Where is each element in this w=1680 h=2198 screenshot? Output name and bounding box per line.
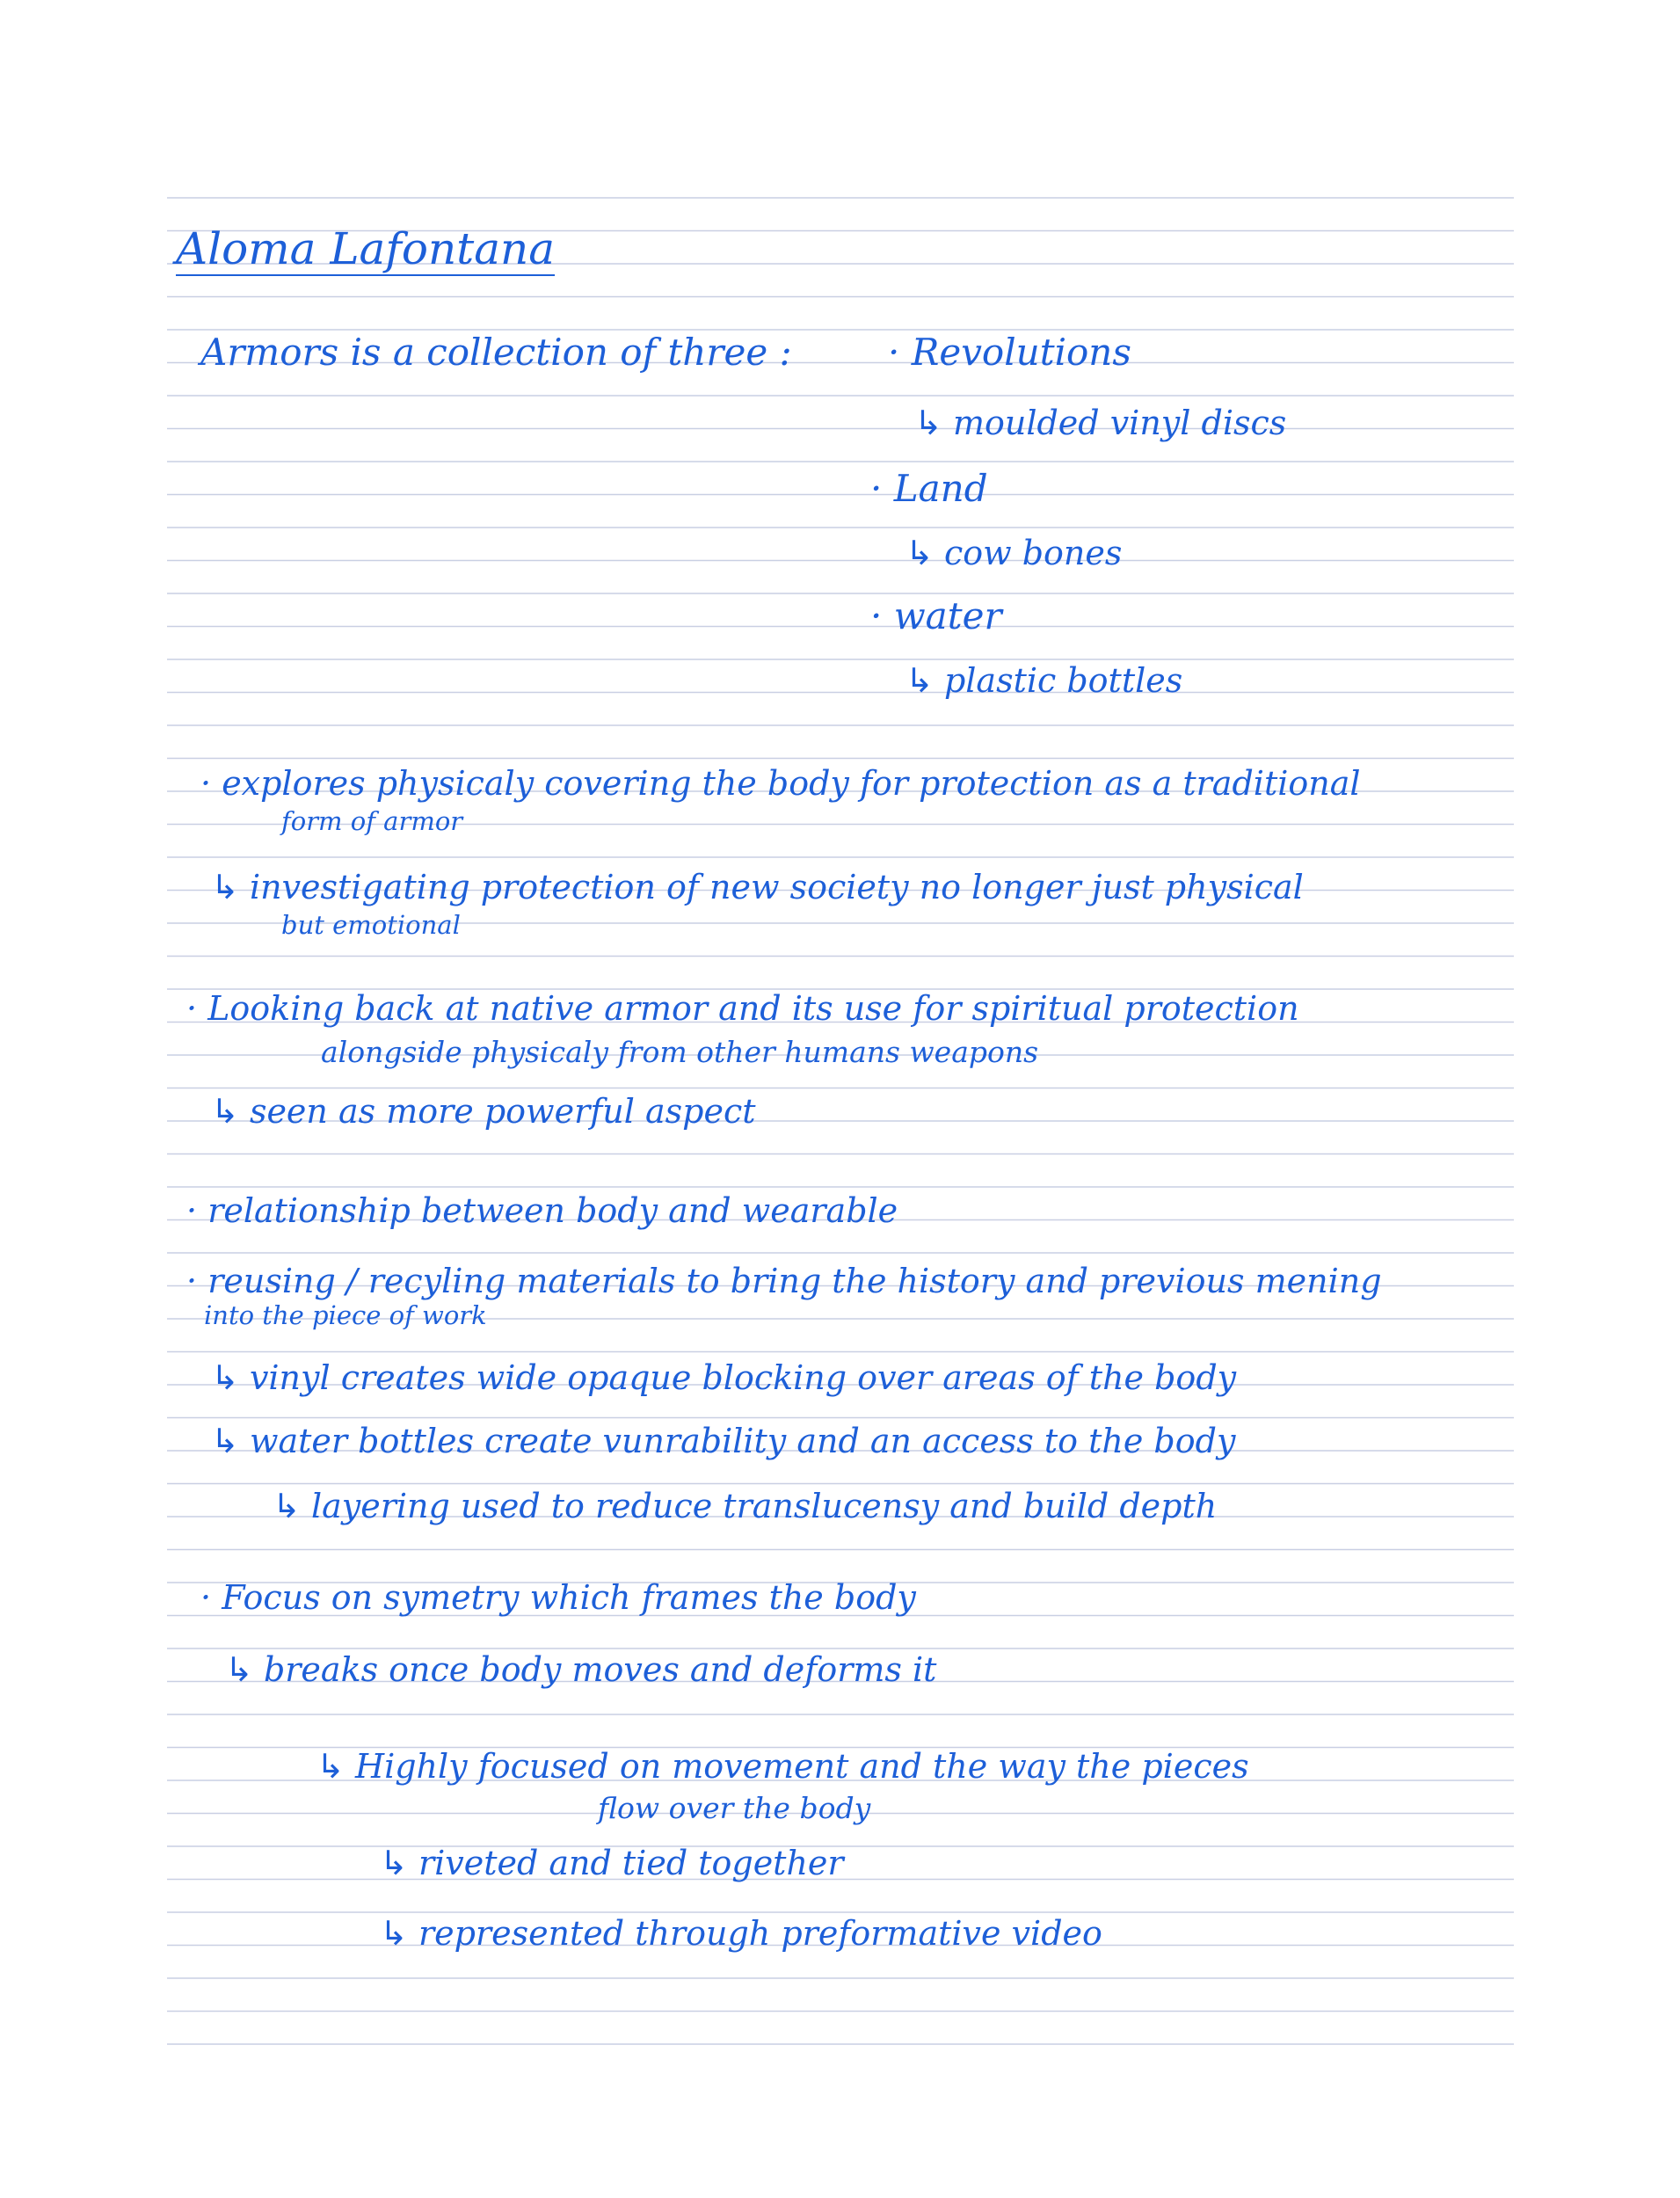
note-2-subline: alongside physicaly from other humans weapons (321, 1035, 1039, 1069)
land-label: Land (893, 467, 988, 510)
arrow-icon: ↳ (380, 1844, 408, 1882)
note-3 (186, 1191, 898, 1230)
note-4-arrow-1-text: vinyl creates wide opaque blocking over areas of the body (249, 1358, 1237, 1397)
bullet-water (870, 594, 1002, 637)
note-4 (186, 1264, 1382, 1298)
note-1-arrow-text: investigating protection of new society no longer just physical (249, 868, 1304, 906)
note-5-arrow-4-text: represented through preformative video (418, 1914, 1102, 1953)
bullet-icon: · (186, 1191, 198, 1230)
note-4-arrow-2 (211, 1424, 1235, 1458)
note-5-text: Focus on symetry which frames the body (222, 1578, 916, 1617)
note-4-arrow-1 (211, 1358, 1237, 1397)
note-4-arrow-3-text: layering used to reduce translucensy and build depth (310, 1487, 1218, 1525)
revolutions-detail: moulded vinyl discs (952, 404, 1287, 442)
note-4-subline: into the piece of work (204, 1300, 487, 1330)
revolutions-label: Revolutions (911, 331, 1131, 374)
revolutions-detail-row (914, 406, 1286, 440)
note-2-text: Looking back at native armor and its use for spiritual protection (207, 989, 1299, 1028)
note-5-arrow-3-text: riveted and tied together (418, 1844, 844, 1882)
note-1-text: explores physicaly covering the body for protection as a traditional (222, 764, 1361, 803)
note-5-arrow-2-subline: flow over the body (598, 1791, 871, 1825)
page-title: Aloma Lafontana (176, 223, 556, 274)
note-1 (200, 764, 1361, 803)
land-detail-row (905, 536, 1122, 570)
note-1-arrow-subline: but emotional (281, 910, 461, 940)
note-5-arrow-4 (380, 1914, 1102, 1953)
arrow-icon: ↳ (380, 1914, 408, 1953)
arrow-icon: ↳ (273, 1487, 301, 1525)
note-5-arrow-1 (225, 1650, 937, 1689)
note-2 (186, 989, 1299, 1028)
note-1-arrow (211, 870, 1304, 904)
bullet-icon: · (186, 1262, 198, 1300)
bullet-icon: · (200, 764, 212, 803)
arrow-icon: ↳ (905, 661, 934, 700)
bullet-land (870, 467, 988, 510)
note-1-subline: form of armor (281, 806, 463, 836)
note-4-arrow-3 (273, 1489, 1217, 1523)
arrow-icon: ↳ (905, 534, 934, 572)
arrow-icon: ↳ (211, 1422, 239, 1460)
note-4-arrow-2-text: water bottles create vunrability and an access to the body (249, 1422, 1236, 1460)
note-5-arrow-2 (316, 1747, 1249, 1786)
note-3-text: relationship between body and wearable (207, 1191, 898, 1230)
land-detail: cow bones (943, 534, 1123, 572)
note-5-arrow-2-text: Highly focused on movement and the way the pieces (354, 1747, 1249, 1786)
bullet-icon: · (888, 331, 900, 374)
arrow-icon: ↳ (316, 1747, 345, 1786)
bullet-icon: · (870, 467, 883, 510)
bullet-icon: · (870, 594, 883, 637)
arrow-icon: ↳ (225, 1650, 253, 1689)
bullet-revolutions (888, 331, 1131, 374)
intro-text: Armors is a collection of three : (200, 331, 792, 374)
bullet-icon: · (186, 989, 198, 1028)
water-label: water (893, 594, 1002, 637)
note-5-arrow-3 (380, 1846, 844, 1880)
water-detail-row (905, 661, 1183, 700)
note-5-arrow-1-text: breaks once body moves and deforms it (263, 1650, 937, 1689)
note-2-arrow-text: seen as more powerful aspect (249, 1092, 756, 1131)
arrow-icon: ↳ (211, 1092, 239, 1131)
note-5 (200, 1578, 916, 1617)
bullet-icon: · (200, 1578, 212, 1617)
note-2-arrow (211, 1092, 756, 1131)
arrow-icon: ↳ (211, 1358, 239, 1397)
arrow-icon: ↳ (914, 404, 942, 442)
note-4-text: reusing / recyling materials to bring the history and previous mening (207, 1262, 1382, 1300)
arrow-icon: ↳ (211, 868, 239, 906)
water-detail: plastic bottles (943, 661, 1183, 700)
